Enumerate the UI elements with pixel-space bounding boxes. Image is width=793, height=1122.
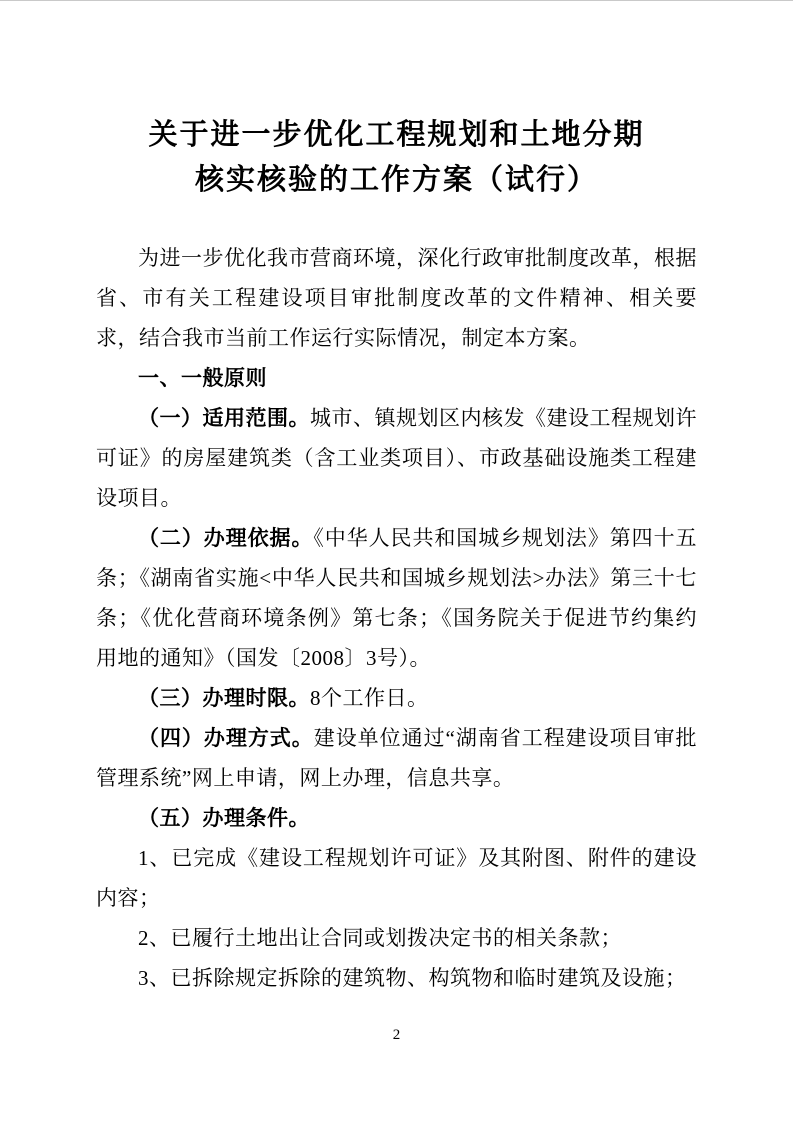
paragraph-lead: （四）办理方式。 [138, 726, 314, 750]
paragraph-text: 城市、镇规划区内核发《建设工程规划许可证》的房屋建筑类（含工业类项目）、市政基础设施类工程建设项目。 [96, 406, 697, 510]
section-heading-conditions [96, 798, 697, 838]
paragraph-lead: （二）办理依据。 [138, 526, 314, 550]
paragraph-lead: （五）办理条件。 [138, 806, 310, 830]
paragraph-text: 2、已履行土地出让合同或划拨决定书的相关条款； [138, 926, 622, 950]
paragraph-text: 建设单位通过“湖南省工程建设项目审批管理系统”网上申请，网上办理，信息共享。 [96, 726, 697, 790]
paragraph-intro [96, 238, 697, 358]
list-item-3 [96, 958, 697, 998]
paragraph-text: 3、已拆除规定拆除的建筑物、构筑物和临时建筑及设施； [138, 966, 687, 990]
paragraph-time-limit [96, 678, 697, 718]
list-item-2 [96, 918, 697, 958]
paragraph-text: 1、已完成《建设工程规划许可证》及其附图、附件的建设内容； [96, 846, 697, 910]
paragraph-lead: 一、一般原则 [138, 366, 267, 390]
section-heading-general-principles [96, 358, 697, 398]
document-body [96, 238, 697, 998]
paragraph-lead: （一）适用范围。 [138, 406, 310, 430]
paragraph-text: 为进一步优化我市营商环境，深化行政审批制度改革，根据省、市有关工程建设项目审批制度改革的文件精神、相关要求，结合我市当前工作运行实际情况，制定本方案。 [96, 246, 697, 350]
paragraph-method [96, 718, 697, 798]
document-title [0, 0, 793, 203]
paragraph-text: 《中华人民共和国城乡规划法》第四十五条；《湖南省实施<中华人民共和国城乡规划法>办法》第三十七条；《优化营商环境条例》第七条；《国务院关于促进节约集约用地的通知》（国发〔2008〕3号）。 [96, 526, 697, 670]
title-line-2: 核实核验的工作方案（试行） [194, 164, 598, 196]
paragraph-basis [96, 518, 697, 678]
title-line-1: 关于进一步优化工程规划和土地分期 [148, 119, 645, 151]
page-number: 2 [392, 1027, 401, 1043]
list-item-1 [96, 838, 697, 918]
page-top-edge [0, 0, 793, 1]
paragraph-scope [96, 398, 697, 518]
paragraph-text: 8个工作日。 [310, 686, 429, 710]
paragraph-lead: （三）办理时限。 [138, 686, 310, 710]
